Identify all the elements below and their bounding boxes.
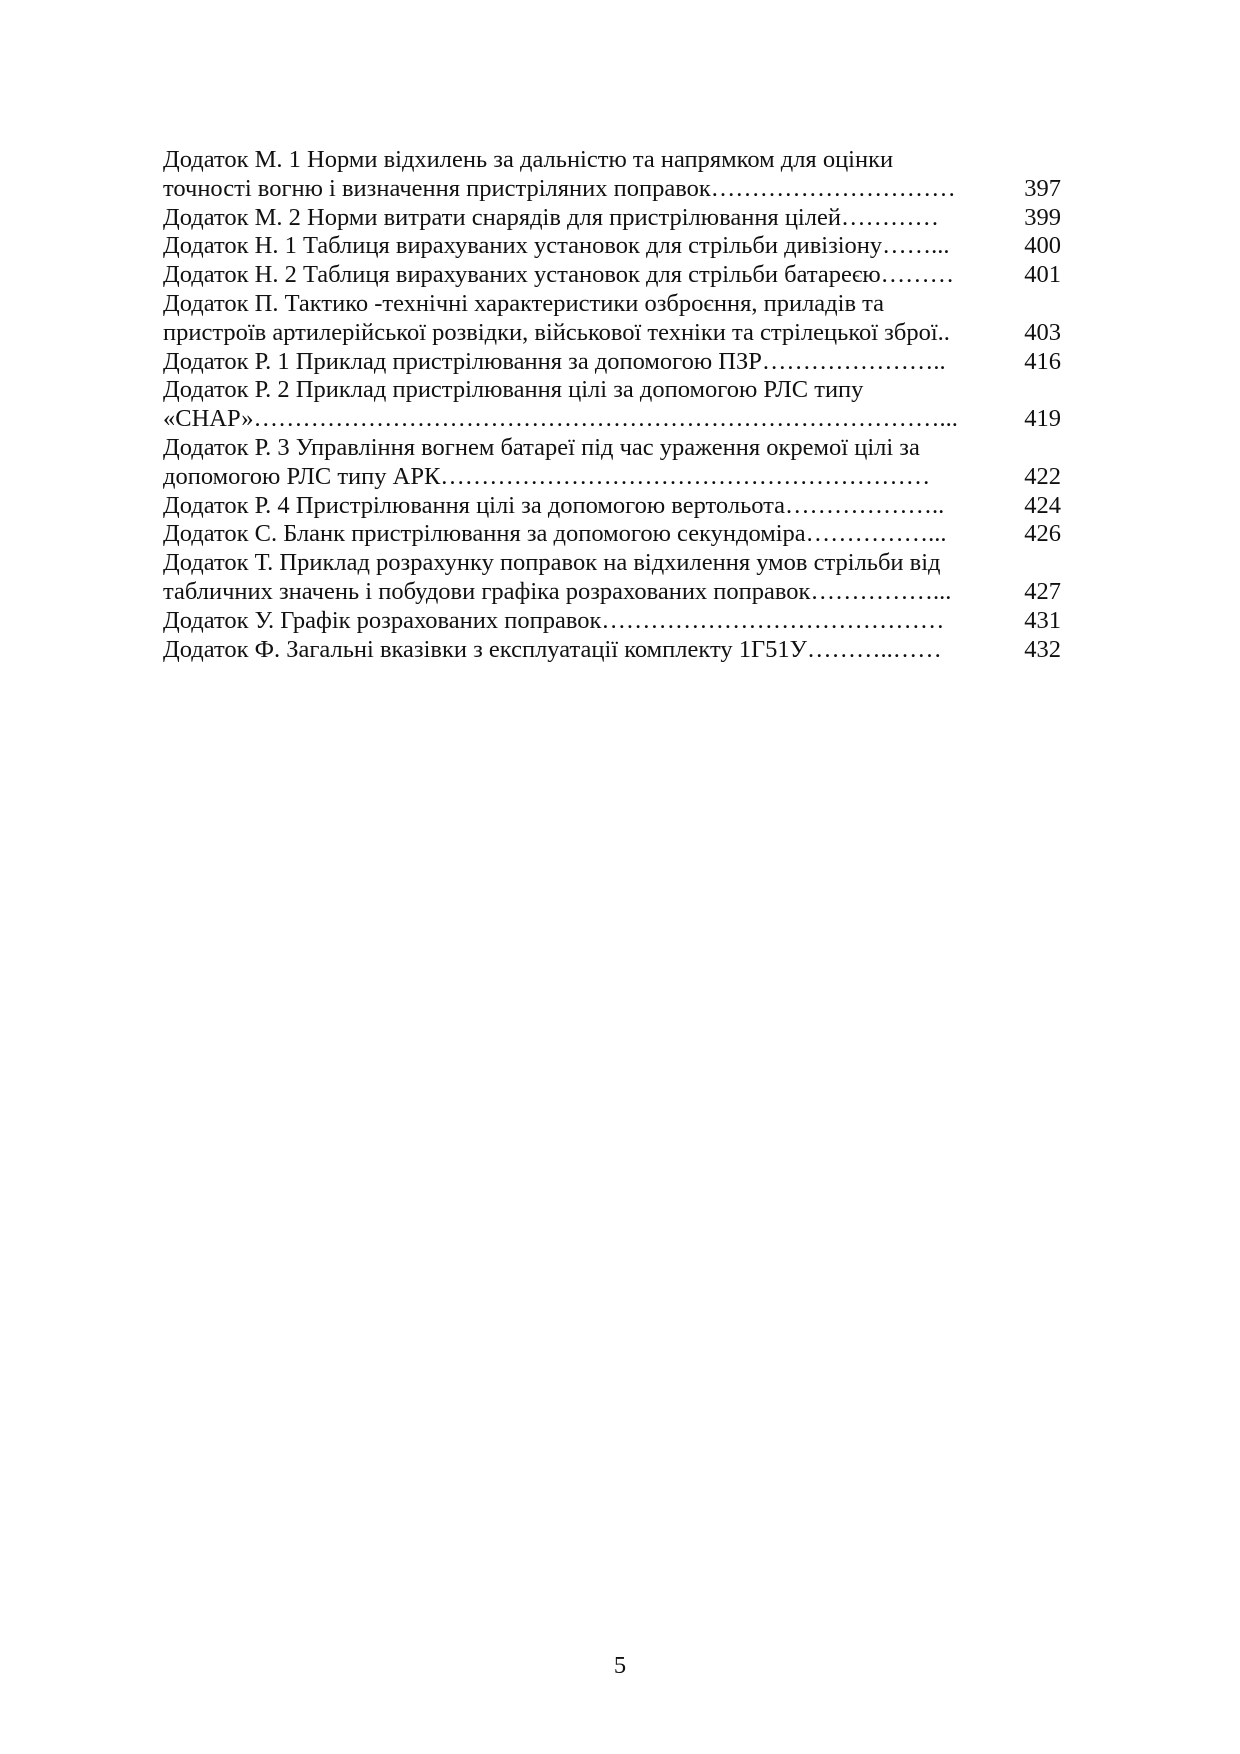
toc-line xyxy=(163,607,1061,636)
table-of-contents xyxy=(163,146,1061,664)
toc-line xyxy=(163,492,1061,521)
toc-entry xyxy=(163,520,1061,549)
toc-line xyxy=(163,348,1061,377)
toc-page-number xyxy=(991,146,1061,175)
toc-entry-text: Додаток У. Графік розрахованих поправок…………………………………… xyxy=(163,606,945,634)
toc-page-number xyxy=(991,376,1061,405)
toc-page-number: 424 xyxy=(1024,491,1061,519)
toc-line xyxy=(163,463,1061,492)
toc-entry xyxy=(163,376,1061,434)
toc-line xyxy=(163,290,1061,319)
toc-entry-text: Додаток Н. 1 Таблиця вирахуваних установок для стрільби дивізіону……... xyxy=(163,232,950,260)
toc-entry-text: Додаток Т. Приклад розрахунку поправок на відхилення умов стрільби від xyxy=(163,549,941,577)
toc-line xyxy=(163,204,1061,233)
toc-line xyxy=(163,376,1061,405)
toc-entry xyxy=(163,290,1061,348)
toc-line xyxy=(163,549,1061,578)
toc-entry-text: Додаток П. Тактико -технічні характеристики озброєння, приладів та xyxy=(163,289,885,317)
toc-entry-text: пристроїв артилерійської розвідки, військової техніки та стрілецької зброї.. xyxy=(163,318,950,346)
toc-page-number xyxy=(991,549,1061,578)
toc-entry-text: Додаток Ф. Загальні вказівки з експлуатації комплекту 1Г51У………..…… xyxy=(163,635,942,663)
toc-entry-text: Додаток Р. 1 Приклад пристрілювання за допомогою ПЗР………………….. xyxy=(163,347,946,375)
toc-entry-text: Додаток С. Бланк пристрілювання за допомогою секундоміра……………... xyxy=(163,520,947,548)
toc-line xyxy=(163,434,1061,463)
toc-entry xyxy=(163,492,1061,521)
toc-line xyxy=(163,405,1061,434)
toc-line xyxy=(163,146,1061,175)
toc-page-number: 399 xyxy=(1024,203,1061,231)
toc-line xyxy=(163,636,1061,665)
toc-entry-text: «СНАР»…………………………………………………………………………... xyxy=(163,405,958,433)
toc-page-number xyxy=(991,290,1061,319)
toc-page-number: 397 xyxy=(1024,174,1061,202)
toc-page-number: 416 xyxy=(1024,347,1061,375)
toc-page-number: 427 xyxy=(1024,577,1061,605)
toc-page-number: 426 xyxy=(1024,520,1061,548)
toc-line xyxy=(163,578,1061,607)
toc-entry-text: Додаток Р. 4 Пристрілювання цілі за допомогою вертольота……………….. xyxy=(163,491,945,519)
toc-entry-text: точності вогню і визначення пристріляних поправок………………………… xyxy=(163,174,956,202)
toc-line xyxy=(163,520,1061,549)
toc-entry xyxy=(163,261,1061,290)
toc-entry-text: допомогою РЛС типу АРК…………………………………………………… xyxy=(163,462,931,490)
toc-page-number: 431 xyxy=(1024,606,1061,634)
toc-page-number: 432 xyxy=(1024,635,1061,663)
toc-page-number: 422 xyxy=(1024,462,1061,490)
toc-line xyxy=(163,319,1061,348)
toc-entry xyxy=(163,636,1061,665)
toc-entry xyxy=(163,434,1061,492)
toc-entry-text: Додаток М. 2 Норми витрати снарядів для пристрілювання цілей………… xyxy=(163,203,939,231)
toc-entry-text: табличних значень і побудови графіка розрахованих поправок……………... xyxy=(163,577,952,605)
toc-entry xyxy=(163,204,1061,233)
toc-entry-text: Додаток Р. 2 Приклад пристрілювання цілі за допомогою РЛС типу xyxy=(163,376,864,404)
toc-page-number: 400 xyxy=(1024,232,1061,260)
toc-line xyxy=(163,261,1061,290)
toc-page-number: 403 xyxy=(1024,318,1061,346)
toc-entry-text: Додаток М. 1 Норми відхилень за дальністю та напрямком для оцінки xyxy=(163,146,894,173)
toc-line xyxy=(163,232,1061,261)
toc-page-number: 401 xyxy=(1024,261,1061,289)
toc-entry xyxy=(163,549,1061,607)
toc-entry xyxy=(163,146,1061,204)
toc-entry xyxy=(163,232,1061,261)
toc-page-number xyxy=(991,434,1061,463)
page-number: 5 xyxy=(613,1652,627,1679)
toc-entry-text: Додаток Р. 3 Управління вогнем батареї під час ураження окремої цілі за xyxy=(163,433,920,461)
toc-entry-text: Додаток Н. 2 Таблиця вирахуваних установок для стрільби батареєю……… xyxy=(163,261,955,289)
toc-page-number: 419 xyxy=(1024,405,1061,433)
toc-line xyxy=(163,175,1061,204)
toc-entry xyxy=(163,607,1061,636)
toc-entry xyxy=(163,348,1061,377)
